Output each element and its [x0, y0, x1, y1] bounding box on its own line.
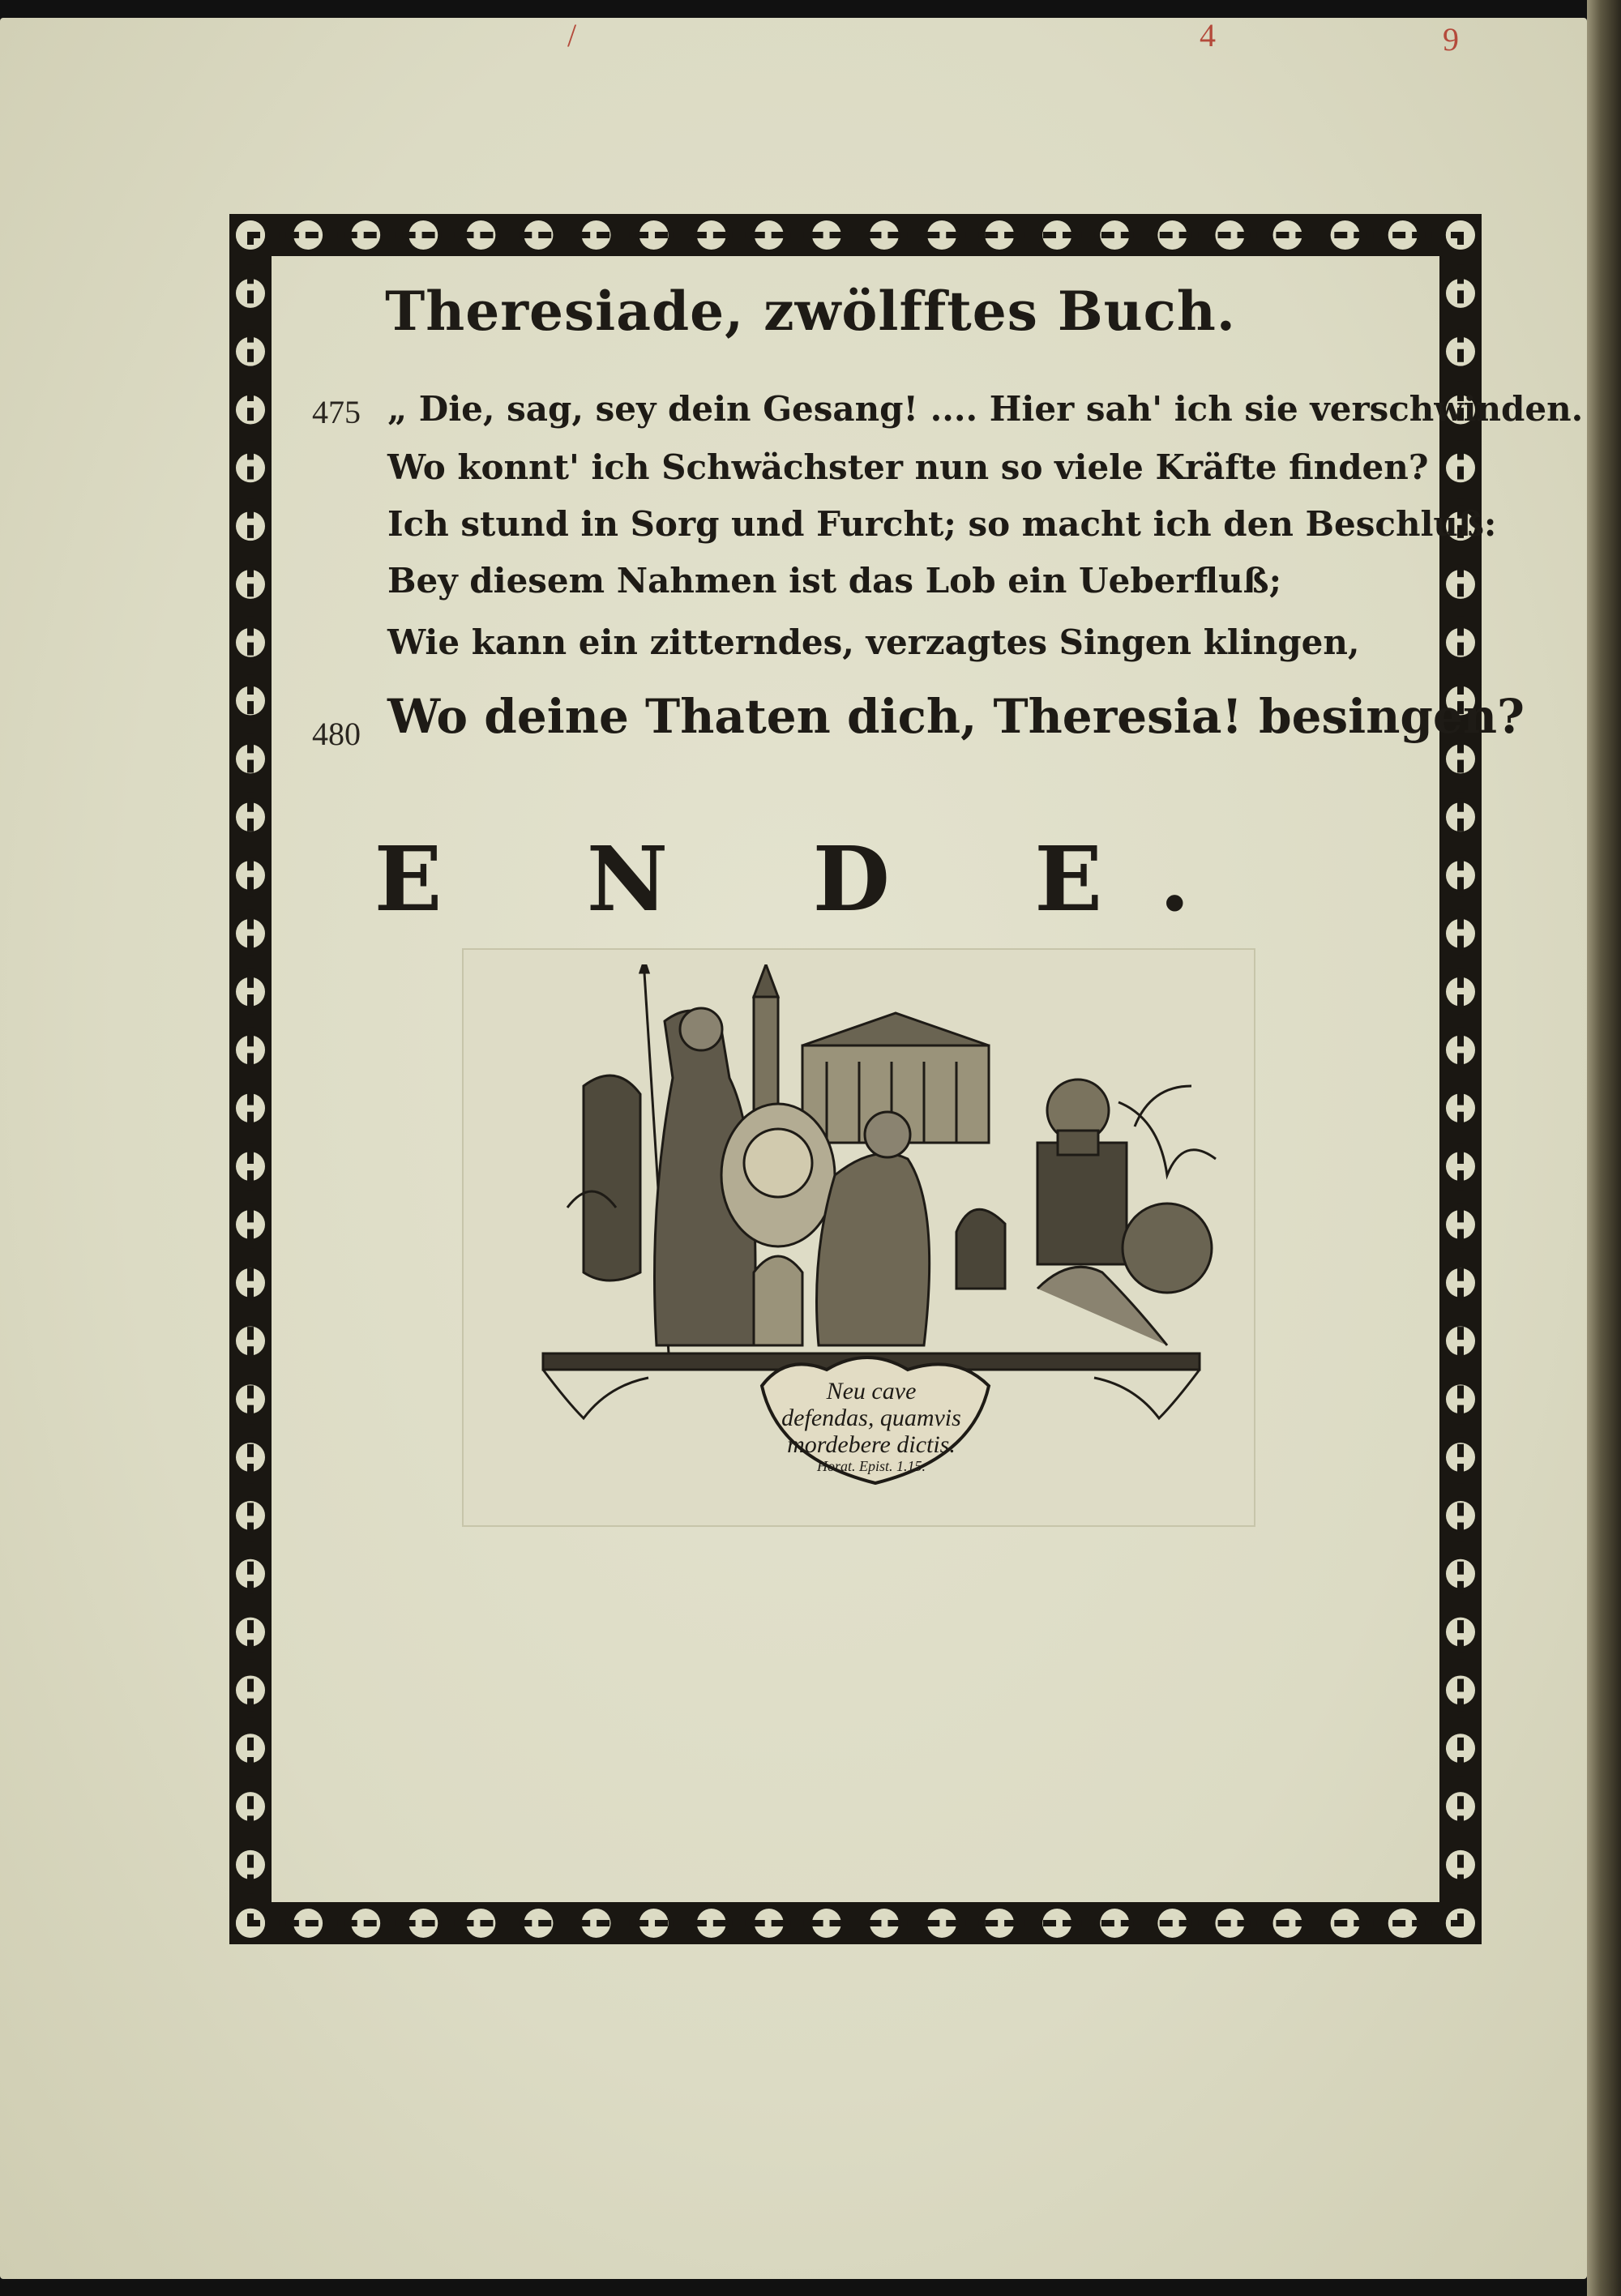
- book-spine: [1587, 0, 1621, 2296]
- margin-mark: /: [567, 17, 577, 53]
- motto-line: Neu cave: [826, 1378, 917, 1405]
- motto-attribution: Horat. Epist. 1.15.: [816, 1458, 926, 1474]
- verse-line: Wie kann ein zitterndes, verzagtes Singen klingen,: [387, 622, 1360, 662]
- verse-line: Wo konnt' ich Schwächster nun so viele Kräfte finden?: [387, 447, 1429, 487]
- margin-mark: 4: [1200, 17, 1216, 53]
- margin-mark: 9: [1443, 21, 1459, 58]
- verse-line: Bey diesem Nahmen ist das Lob ein Ueberfluß;: [387, 561, 1282, 601]
- line-number: 480: [312, 716, 361, 752]
- running-title: Theresiade, zwölfftes Buch.: [385, 280, 1236, 343]
- verse-line: Wo deine Thaten dich, Theresia! besingen?: [387, 689, 1525, 744]
- verse-line: „ Die, sag, sey dein Gesang! .... Hier sah' ich sie verschwinden.: [387, 389, 1584, 429]
- motto-line: defendas, quamvis: [781, 1405, 961, 1431]
- vignette-motto: [734, 1378, 1009, 1474]
- motto-line: mordebere dictis.: [787, 1431, 956, 1458]
- verse-line: Ich stund in Sorg und Furcht; so macht ich den Beschluß:: [387, 504, 1497, 544]
- ende-heading: E N D E.: [374, 827, 1247, 931]
- line-number: 475: [312, 394, 361, 430]
